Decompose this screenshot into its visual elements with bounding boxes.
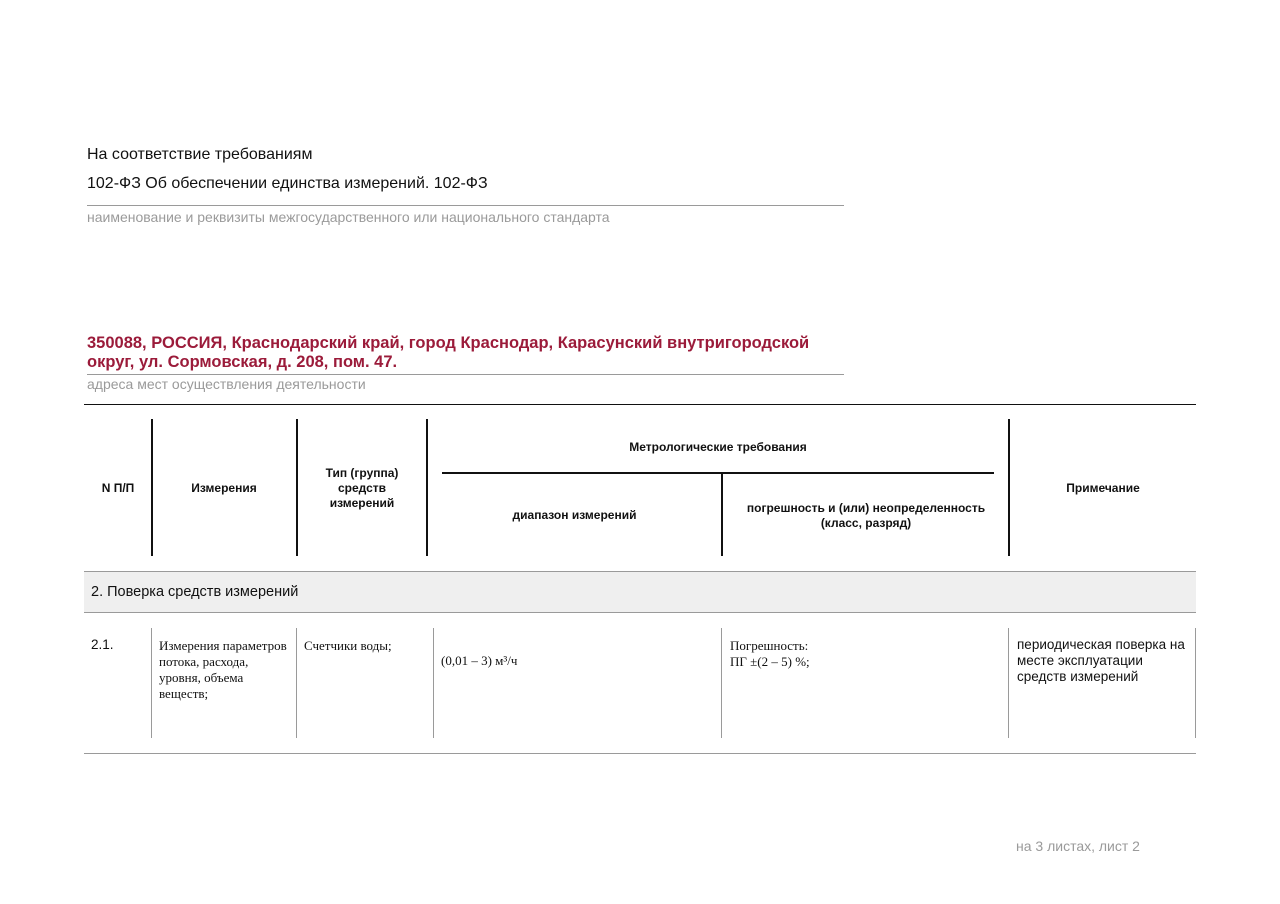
row-divider xyxy=(151,628,152,738)
row-divider xyxy=(721,628,722,738)
standard-caption: наименование и реквизиты межгосударственного или национального стандарта xyxy=(87,209,610,225)
header-range: диапазон измерений xyxy=(512,508,637,522)
activity-address: 350088, РОССИЯ, Краснодарский край, город Краснодар, Карасунский внутригородской округ, ул. Сормовская, д. 208, пом. 47. xyxy=(87,334,810,371)
header-divider xyxy=(296,419,298,556)
row-note: периодическая поверка на месте эксплуатации средств измерений xyxy=(1017,637,1185,684)
header-metrological: Метрологические требования xyxy=(629,440,807,454)
header-accuracy: погрешность и (или) неопределенность (класс, разряд) xyxy=(746,501,986,530)
row-divider xyxy=(433,628,434,738)
header-note: Примечание xyxy=(1066,481,1140,495)
row-type: Счетчики воды; xyxy=(304,638,392,653)
metrological-underline xyxy=(442,472,994,474)
row-divider xyxy=(1008,628,1009,738)
requirements-title: На соответствие требованиям xyxy=(87,146,313,163)
header-type: Тип (группа) средств измерений xyxy=(325,466,399,510)
address-caption: адреса мест осуществления деятельности xyxy=(87,376,366,392)
address-underline xyxy=(87,374,844,375)
header-divider xyxy=(426,419,428,556)
header-num: N П/П xyxy=(101,481,135,495)
standard-underline xyxy=(87,205,844,206)
section-title: 2. Поверка средств измерений xyxy=(91,584,299,600)
table-bottom-border xyxy=(84,753,1196,754)
row-range: (0,01 – 3) м³/ч xyxy=(441,653,518,668)
row-accuracy-label: Погрешность: xyxy=(730,638,809,653)
table-top-border xyxy=(84,404,1196,405)
page-counter: на 3 листах, лист 2 xyxy=(1016,838,1140,854)
row-divider xyxy=(296,628,297,738)
row-divider xyxy=(1195,628,1196,738)
requirements-standard: 102-ФЗ Об обеспечении единства измерений. 102-ФЗ xyxy=(87,175,488,192)
header-measurements: Измерения xyxy=(191,481,257,495)
row-measurements: Измерения параметров потока, расхода, уровня, объема веществ; xyxy=(159,638,287,701)
row-num: 2.1. xyxy=(91,637,114,652)
row-accuracy-value: ПГ ±(2 – 5) %; xyxy=(730,654,810,669)
header-divider xyxy=(721,473,723,556)
